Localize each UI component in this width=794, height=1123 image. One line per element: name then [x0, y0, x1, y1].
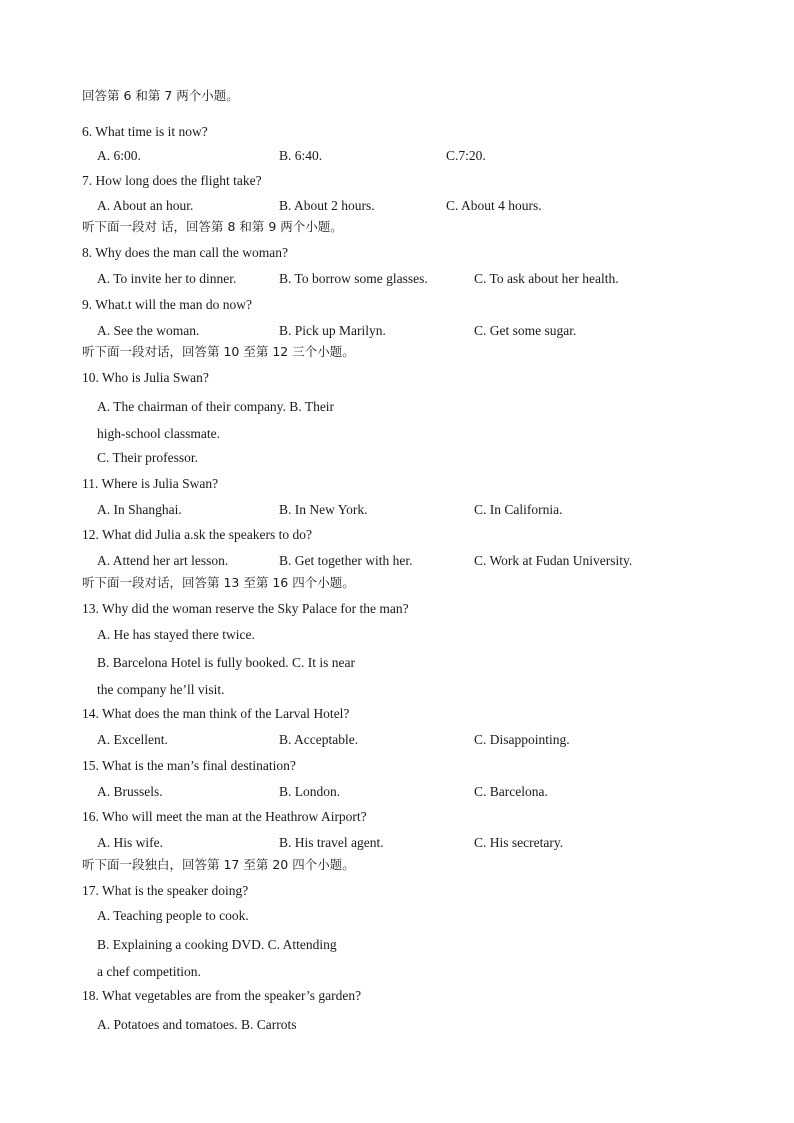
option-a: A. See the woman. [97, 323, 200, 338]
option-line: B. Explaining a cooking DVD. C. Attending [97, 937, 337, 952]
option-b: B. London. [279, 784, 341, 799]
option-c: C. Disappointing. [474, 732, 570, 747]
section-instruction: 回答第 6 和第 7 两个小题。 [82, 88, 239, 103]
option-line: A. He has stayed there twice. [97, 627, 255, 642]
question-stem: 6. What time is it now? [82, 124, 208, 139]
question-stem: 17. What is the speaker doing? [82, 883, 249, 898]
option-b: B. About 2 hours. [279, 198, 375, 213]
option-c: C. In California. [474, 502, 563, 517]
option-a: A. To invite her to dinner. [97, 271, 237, 286]
section-instruction: 听下面一段独白，回答第 17 至第 20 四个小题。 [82, 857, 355, 872]
option-line: C. Their professor. [97, 450, 198, 465]
option-line: B. Barcelona Hotel is fully booked. C. It is near [97, 655, 355, 670]
question-stem: 8. Why does the man call the woman? [82, 245, 288, 260]
question-stem: 12. What did Julia a.sk the speakers to do? [82, 527, 312, 542]
option-line: a chef competition. [97, 964, 201, 979]
option-a: A. Attend her art lesson. [97, 553, 229, 568]
option-b: B. Get together with her. [279, 553, 413, 568]
option-a: A. Brussels. [97, 784, 163, 799]
question-stem: 16. Who will meet the man at the Heathrow Airport? [82, 809, 367, 824]
option-a: A. About an hour. [97, 198, 194, 213]
question-stem: 11. Where is Julia Swan? [82, 476, 219, 491]
option-line: high-school classmate. [97, 426, 220, 441]
option-c: C.7:20. [446, 148, 486, 163]
option-line: A. Teaching people to cook. [97, 908, 249, 923]
option-c: C. To ask about her health. [474, 271, 619, 286]
option-b: B. Pick up Marilyn. [279, 323, 386, 338]
option-a: A. Excellent. [97, 732, 168, 747]
question-stem: 18. What vegetables are from the speaker’s garden? [82, 988, 362, 1003]
question-stem: 10. Who is Julia Swan? [82, 370, 209, 385]
option-c: C. About 4 hours. [446, 198, 542, 213]
option-b: B. In New York. [279, 502, 368, 517]
option-a: A. 6:00. [97, 148, 141, 163]
option-line: the company he’ll visit. [97, 682, 225, 697]
section-instruction: 听下面一段对话，回答第 13 至第 16 四个小题。 [82, 575, 355, 590]
option-b: B. His travel agent. [279, 835, 384, 850]
option-c: C. Work at Fudan University. [474, 553, 633, 568]
option-a: A. In Shanghai. [97, 502, 182, 517]
option-b: B. Acceptable. [279, 732, 359, 747]
option-b: B. To borrow some glasses. [279, 271, 428, 286]
question-stem: 15. What is the man’s final destination? [82, 758, 296, 773]
question-stem: 7. How long does the flight take? [82, 173, 262, 188]
question-stem: 13. Why did the woman reserve the Sky Palace for the man? [82, 601, 409, 616]
option-c: C. Get some sugar. [474, 323, 577, 338]
option-b: B. 6:40. [279, 148, 323, 163]
option-line: A. Potatoes and tomatoes. B. Carrots [97, 1017, 297, 1032]
question-stem: 14. What does the man think of the Larval Hotel? [82, 706, 350, 721]
section-instruction: 听下面一段对话，回答第 10 至第 12 三个小题。 [82, 344, 355, 359]
option-a: A. His wife. [97, 835, 163, 850]
option-line: A. The chairman of their company. B. Their [97, 399, 335, 414]
option-c: C. His secretary. [474, 835, 564, 850]
question-stem: 9. What.t will the man do now? [82, 297, 252, 312]
option-c: C. Barcelona. [474, 784, 548, 799]
section-instruction: 听下面一段对 话，回答第 8 和第 9 两个小题。 [82, 219, 343, 234]
